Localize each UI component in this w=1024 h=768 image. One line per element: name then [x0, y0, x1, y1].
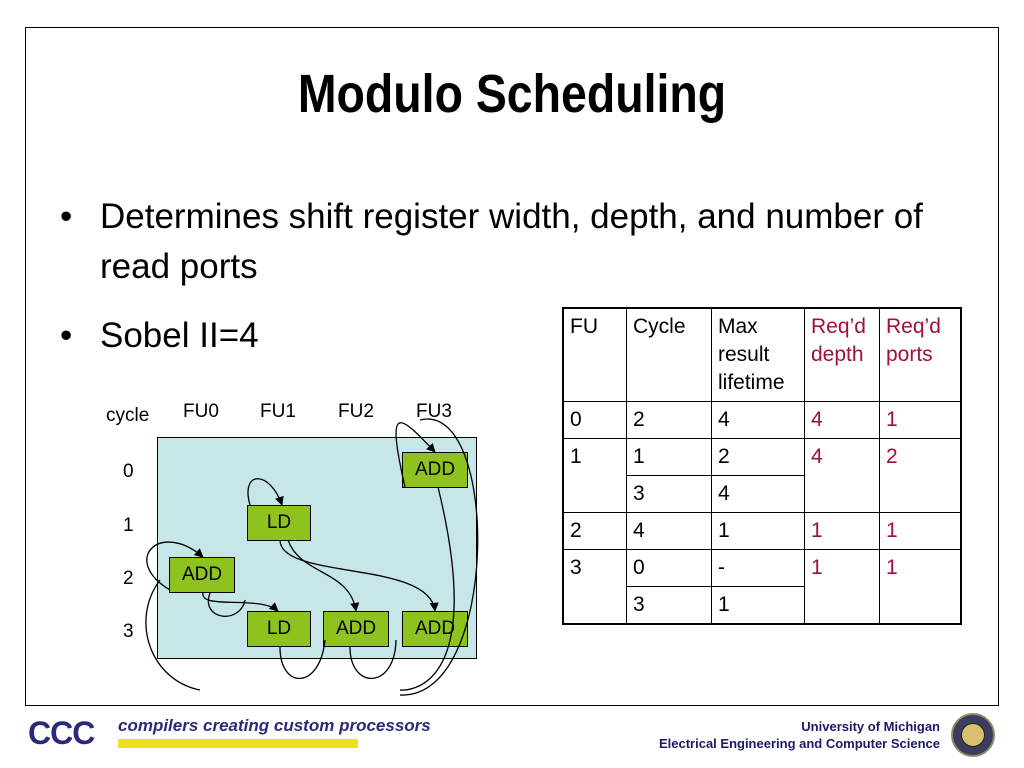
column-label-fu1: FU1	[260, 401, 296, 422]
row-label-3: 3	[123, 621, 134, 642]
cell-lifetime: -	[712, 550, 805, 587]
op-add-fu3-c3: ADD	[402, 611, 468, 647]
footer-tagline: compilers creating custom processors	[118, 716, 431, 735]
cell-fu: 1	[563, 439, 627, 513]
op-ld-fu1-c1: LD	[247, 505, 311, 541]
ccc-logo: CCC	[28, 715, 95, 751]
footer-accent-bar	[118, 739, 358, 748]
row-label-0: 0	[123, 461, 134, 482]
university-credit	[659, 718, 940, 752]
arrow-add0-loop	[147, 542, 203, 590]
op-ld-fu1-c3: LD	[247, 611, 311, 647]
table-row	[563, 550, 961, 587]
arrow-left-loop	[146, 580, 200, 690]
bullet-dot: •	[60, 316, 73, 355]
arrow-add3-loop-top	[396, 423, 435, 487]
arrow-ld1-to-add2	[288, 540, 356, 611]
cell-lifetime: 4	[712, 402, 805, 439]
department-name: Electrical Engineering and Computer Science	[658, 736, 940, 751]
cell-depth: 1	[805, 513, 880, 550]
cell-lifetime: 4	[712, 476, 805, 513]
op-add-fu0-c2: ADD	[169, 557, 235, 593]
cell-cycle: 3	[627, 476, 712, 513]
cell-lifetime: 2	[712, 439, 805, 476]
column-label-fu2: FU2	[338, 401, 374, 422]
arrow-ld1-to-add3	[280, 540, 435, 611]
arrow-add0-to-ld	[203, 593, 278, 611]
op-add-fu2-c3: ADD	[323, 611, 389, 647]
cell-ports: 1	[880, 513, 962, 550]
op-add-fu3-c0: ADD	[402, 452, 468, 488]
header-fu: FU	[563, 308, 627, 402]
cell-depth: 1	[805, 550, 880, 625]
cell-cycle: 0	[627, 550, 712, 587]
table-row	[563, 513, 961, 550]
header-max-lifetime: Max result lifetime	[712, 308, 805, 402]
arrow-add0-tail	[208, 593, 245, 616]
slide-title: Modulo Scheduling	[297, 64, 727, 124]
cell-lifetime: 1	[712, 587, 805, 625]
column-label-fu3: FU3	[416, 401, 452, 422]
cell-ports: 1	[880, 402, 962, 439]
cell-fu: 0	[563, 402, 627, 439]
cell-fu: 2	[563, 513, 627, 550]
row-label-2: 2	[123, 568, 134, 589]
arrow-ld3-loop	[280, 640, 325, 678]
cell-lifetime: 1	[712, 513, 805, 550]
table-row	[563, 439, 961, 476]
cell-cycle: 2	[627, 402, 712, 439]
cell-depth: 4	[805, 402, 880, 439]
cell-cycle: 3	[627, 587, 712, 625]
cell-fu: 3	[563, 550, 627, 625]
column-label-fu0: FU0	[183, 401, 219, 422]
cell-ports: 2	[880, 439, 962, 513]
cell-ports: 1	[880, 550, 962, 625]
cell-cycle: 1	[627, 439, 712, 476]
row-label-1: 1	[123, 515, 134, 536]
university-seal-icon	[951, 713, 995, 757]
cell-depth: 4	[805, 439, 880, 513]
header-reqd-depth: Req’d depth	[805, 308, 880, 402]
fu-table	[562, 307, 962, 625]
bullet-dot: •	[60, 197, 73, 236]
cycle-header: cycle	[106, 405, 150, 426]
cell-cycle: 4	[627, 513, 712, 550]
table-header-row	[563, 308, 961, 402]
arrow-add3-descend	[400, 487, 454, 690]
university-name: University of Michigan	[801, 719, 940, 734]
table-row	[563, 402, 961, 439]
bullet-2-text: Sobel II=4	[100, 316, 259, 355]
arrow-ld1-loop	[248, 479, 282, 505]
arrow-add3-outer-loop	[400, 419, 478, 695]
header-cycle: Cycle	[627, 308, 712, 402]
header-reqd-ports: Req’d ports	[880, 308, 962, 402]
bullet-1-text: Determines shift register width, depth, and number of read ports	[100, 197, 923, 286]
arrow-add2-loop	[350, 640, 396, 678]
